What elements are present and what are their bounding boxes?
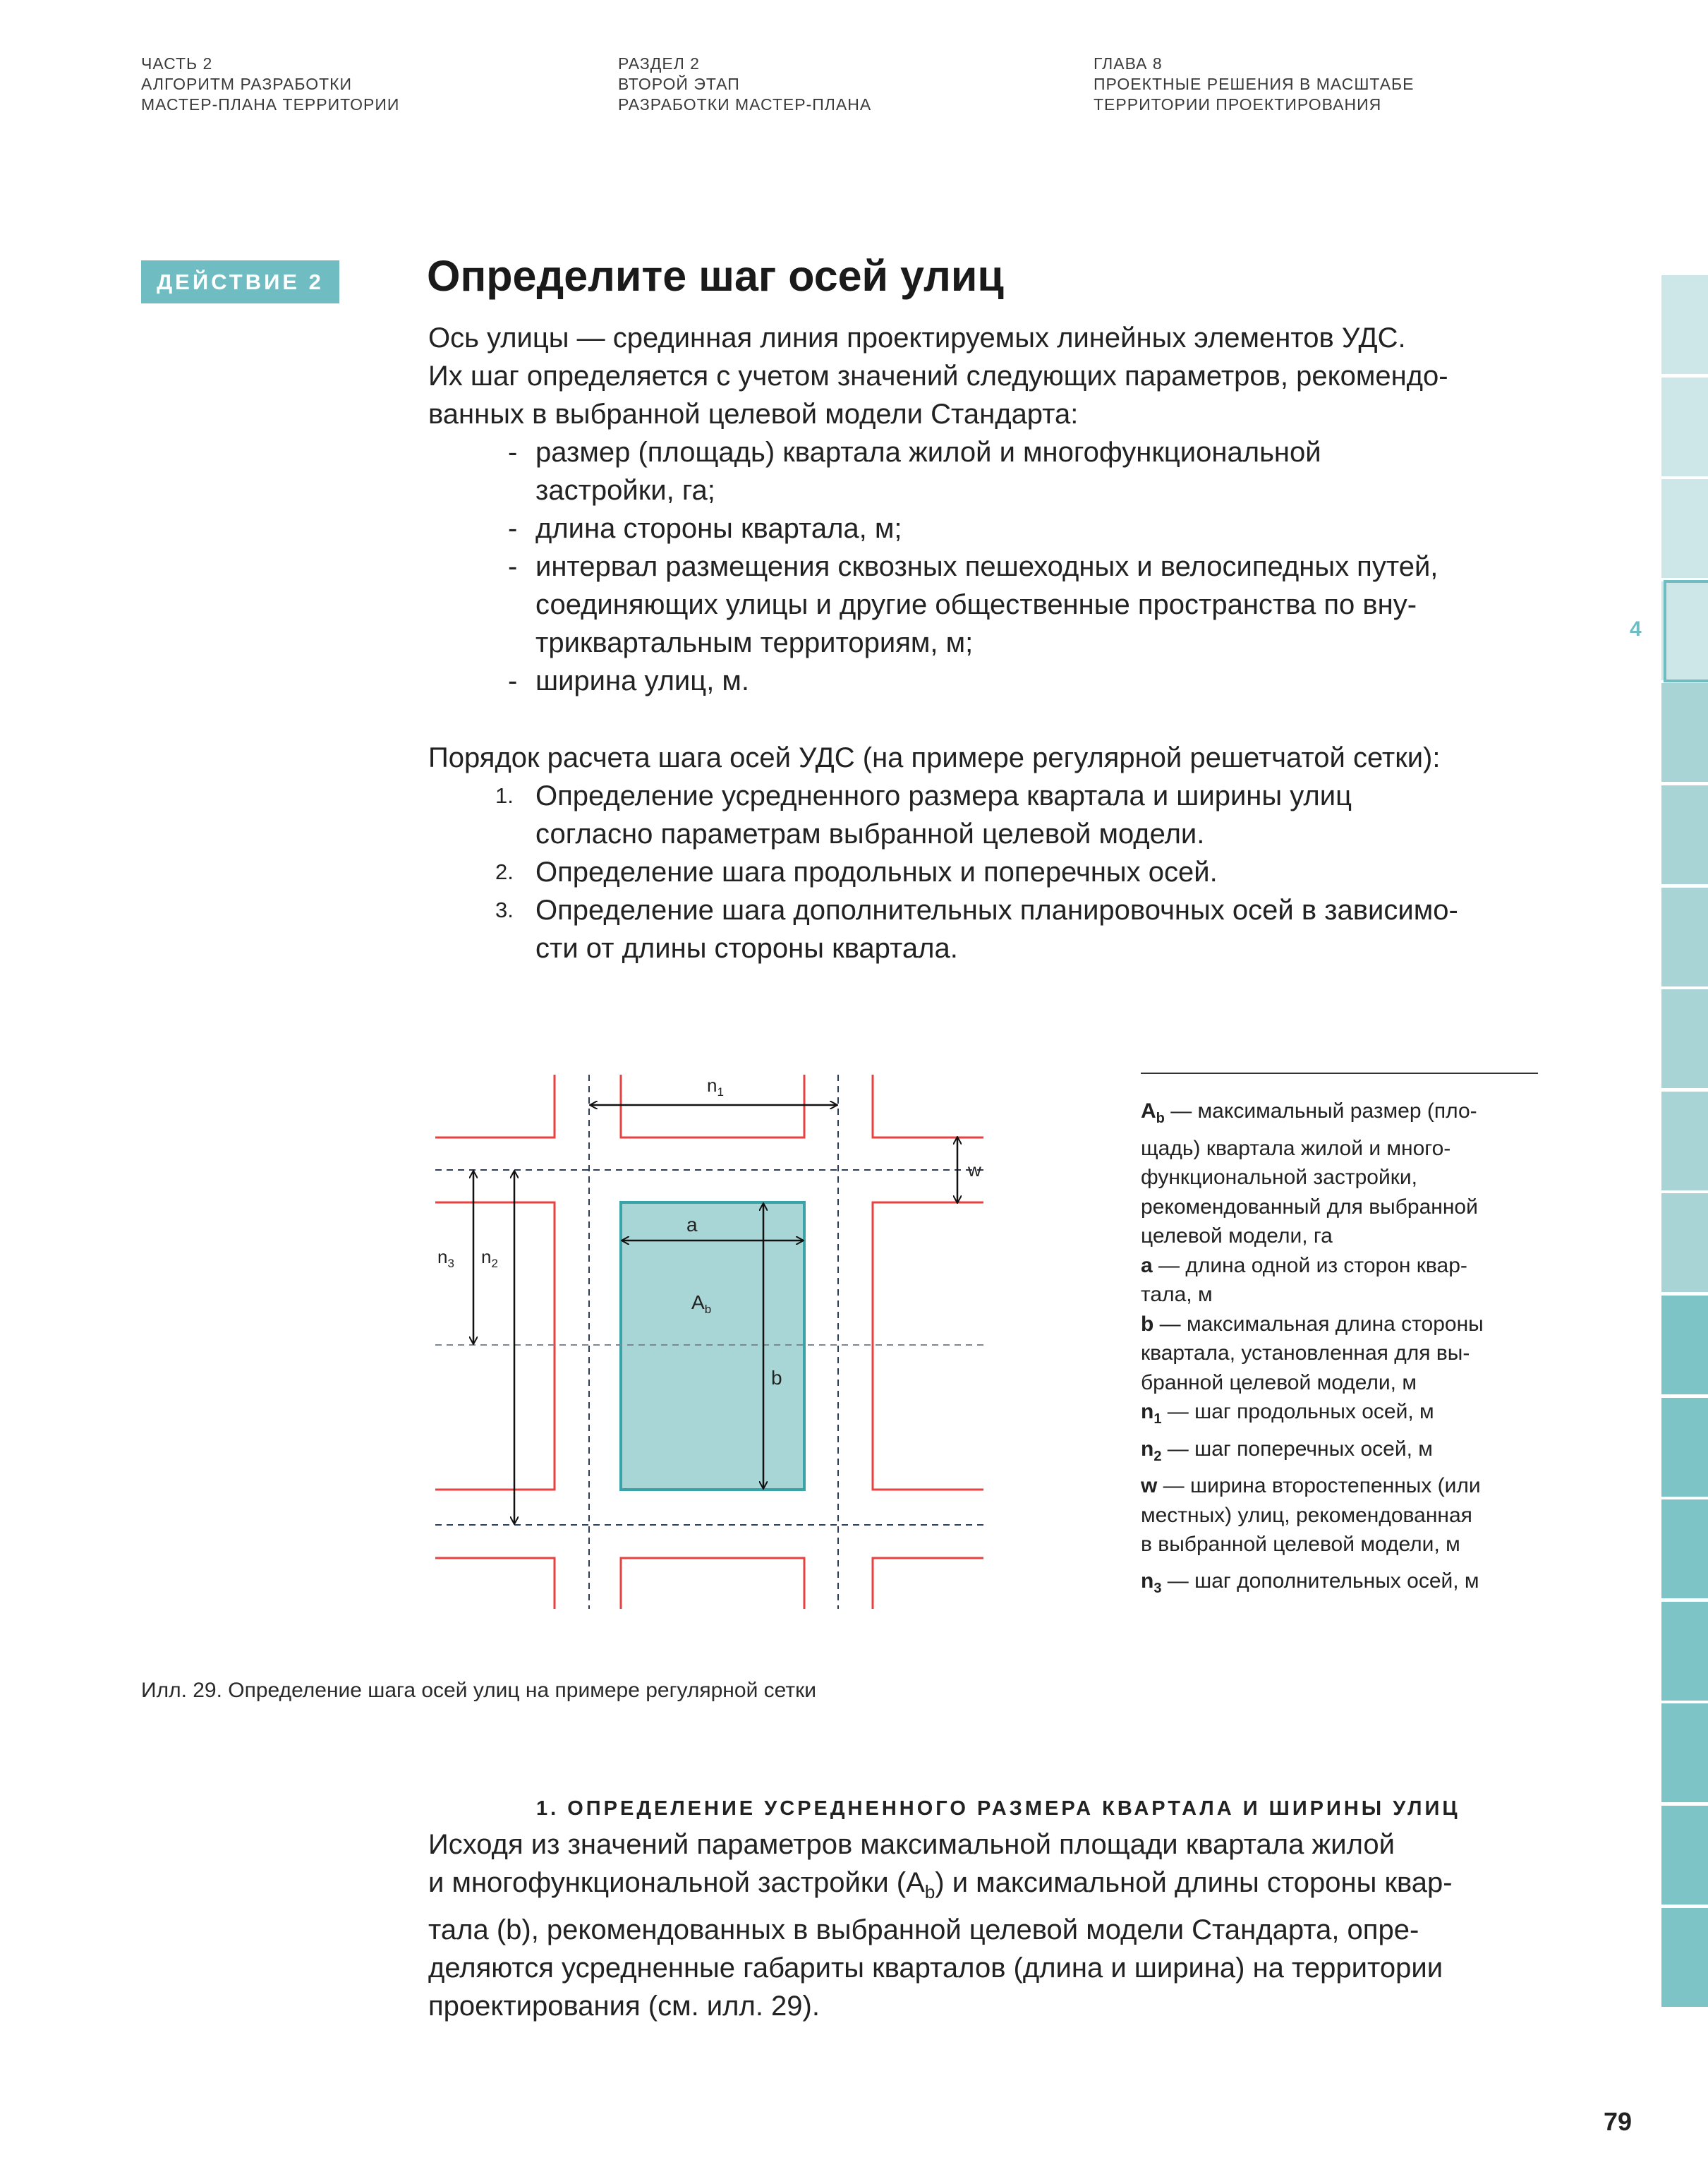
block-edge bbox=[873, 1075, 983, 1137]
page-number: 79 bbox=[1604, 2107, 1633, 2136]
bullet-item-cont: застройки, га; bbox=[535, 475, 715, 506]
legend-line: квартала, установленная для вы- bbox=[1141, 1341, 1470, 1365]
chapter-tab[interactable] bbox=[1661, 888, 1708, 986]
legend-line: w — ширина второстепенных (или bbox=[1141, 1474, 1481, 1497]
block-edge bbox=[435, 1075, 555, 1137]
ordered-item: 2. Определение шага продольных и поперечных осей. bbox=[495, 857, 1218, 888]
bullet-item: - интервал размещения сквозных пешеходных и велосипедных путей, bbox=[508, 551, 1439, 582]
text-line: тала (b), рекомендованных в выбранной целевой модели Стандарта, опре- bbox=[428, 1914, 1419, 1945]
active-chapter-tab[interactable] bbox=[1664, 580, 1708, 682]
w-label: w bbox=[968, 1159, 981, 1181]
chapter-tab[interactable] bbox=[1661, 1908, 1708, 2007]
ordered-item: 1. Определение усредненного размера квартала и ширины улиц bbox=[495, 780, 1352, 811]
legend-rule bbox=[1141, 1073, 1538, 1074]
chapter-tab[interactable] bbox=[1661, 785, 1708, 884]
legend-line: целевой модели, га bbox=[1141, 1224, 1333, 1248]
text-line: Исходя из значений параметров максимальной площади квартала жилой bbox=[428, 1829, 1395, 1860]
legend-line: тала, м bbox=[1141, 1283, 1213, 1306]
legend-line: $n_3$ — шаг дополнительных осей, м bbox=[1141, 1569, 1479, 1596]
legend-line: a — длина одной из сторон квар- bbox=[1141, 1253, 1467, 1277]
legend-line: $A_b$ — максимальный размер (пло- bbox=[1141, 1099, 1477, 1126]
n3-label: $n_3$ bbox=[437, 1246, 454, 1270]
text-line: Их шаг определяется с учетом значений следующих параметров, рекомендо- bbox=[428, 361, 1448, 392]
text-line: и многофункциональной застройки $(A_b)$ и максимальной длины стороны квар- bbox=[428, 1867, 1453, 1902]
bullet-item: - длина стороны квартала, м; bbox=[508, 513, 902, 544]
ordered-item: 3. Определение шага дополнительных планировочных осей в зависимо- bbox=[495, 895, 1458, 926]
chapter-tab[interactable] bbox=[1661, 1703, 1708, 1802]
chapter-tab[interactable] bbox=[1661, 275, 1708, 374]
block-area bbox=[621, 1202, 804, 1490]
order-lead: Порядок расчета шага осей УДС (на примере регулярной решетчатой сетки): bbox=[428, 742, 1441, 773]
legend-line: функциональной застройки, bbox=[1141, 1166, 1417, 1189]
Ab-label: $A_b$ bbox=[691, 1291, 712, 1316]
legend-line: рекомендованный для выбранной bbox=[1141, 1195, 1478, 1219]
legend-line: в выбранной целевой модели, м bbox=[1141, 1533, 1460, 1556]
legend-line: $n_2$ — шаг поперечных осей, м bbox=[1141, 1437, 1433, 1464]
header-line: МАСТЕР-ПЛАНА ТЕРРИТОРИИ bbox=[141, 95, 400, 114]
a-label: a bbox=[686, 1214, 698, 1236]
bullet-item-cont: триквартальным территориям, м; bbox=[535, 627, 974, 658]
chapter-tab[interactable] bbox=[1661, 1398, 1708, 1497]
block-edge bbox=[621, 1558, 804, 1609]
chapter-tab[interactable] bbox=[1661, 1296, 1708, 1394]
text-line: деляются усредненные габариты кварталов (длина и ширина) на территории bbox=[428, 1952, 1443, 1984]
chapter-tab[interactable] bbox=[1661, 1602, 1708, 1701]
block-edge bbox=[873, 1202, 983, 1490]
text-line: Ось улицы — срединная линия проектируемых линейных элементов УДС. bbox=[428, 322, 1406, 354]
page-title: Определите шаг осей улиц bbox=[427, 252, 1004, 300]
block-edge bbox=[873, 1558, 983, 1609]
diagram-legend bbox=[1141, 1097, 1484, 1603]
chapter-tab[interactable] bbox=[1661, 1806, 1708, 1905]
header-line: ЧАСТЬ 2 bbox=[141, 54, 213, 73]
legend-line: щадь) квартала жилой и много- bbox=[1141, 1136, 1451, 1160]
legend-line: местных) улиц, рекомендованная bbox=[1141, 1503, 1472, 1527]
header-line: ВТОРОЙ ЭТАП bbox=[618, 75, 740, 93]
chapter-tab[interactable] bbox=[1661, 479, 1708, 578]
n2-label: $n_2$ bbox=[481, 1246, 498, 1270]
bullet-item: - ширина улиц, м. bbox=[508, 665, 750, 696]
chapter-tab[interactable] bbox=[1661, 683, 1708, 782]
bullet-item-cont: соединяющих улицы и другие общественные пространства по вну- bbox=[535, 589, 1417, 620]
header-line: ТЕРРИТОРИИ ПРОЕКТИРОВАНИЯ bbox=[1094, 95, 1382, 114]
block-edge bbox=[435, 1202, 555, 1490]
header-line: ГЛАВА 8 bbox=[1094, 54, 1163, 73]
action-tag: ДЕЙСТВИЕ 2 bbox=[141, 260, 339, 303]
figure-caption: Илл. 29. Определение шага осей улиц на примере регулярной сетки bbox=[141, 1679, 816, 1702]
block-edge bbox=[435, 1558, 555, 1609]
section-paragraph bbox=[428, 1825, 1453, 2025]
ordered-item-cont: сти от длины стороны квартала. bbox=[535, 933, 958, 964]
ordered-item-cont: согласно параметрам выбранной целевой модели. bbox=[535, 819, 1205, 850]
header-line: АЛГОРИТМ РАЗРАБОТКИ bbox=[141, 75, 353, 93]
chapter-tab[interactable] bbox=[1661, 1499, 1708, 1598]
text-line: проектирования (см. илл. 29). bbox=[428, 1991, 820, 2022]
header-line: ПРОЕКТНЫЕ РЕШЕНИЯ В МАСШТАБЕ bbox=[1094, 75, 1415, 93]
header-line: РАЗДЕЛ 2 bbox=[618, 54, 700, 73]
chapter-tab[interactable] bbox=[1661, 989, 1708, 1088]
header-line: РАЗРАБОТКИ МАСТЕР-ПЛАНА bbox=[618, 95, 872, 114]
chapter-tab[interactable] bbox=[1661, 1193, 1708, 1292]
b-label: b bbox=[771, 1367, 782, 1389]
active-chapter-label: 4 bbox=[1630, 617, 1642, 641]
legend-line: $n_1$ — шаг продольных осей, м bbox=[1141, 1400, 1434, 1427]
chapter-tab[interactable] bbox=[1661, 1092, 1708, 1190]
legend-line: бранной целевой модели, м bbox=[1141, 1370, 1417, 1394]
bullet-item: - размер (площадь) квартала жилой и многофункциональной bbox=[508, 437, 1321, 468]
text-line: ванных в выбранной целевой модели Стандарта: bbox=[428, 399, 1079, 430]
section-heading: 1. ОПРЕДЕЛЕНИЕ УСРЕДНЕННОГО РАЗМЕРА КВАРТАЛА И ШИРИНЫ УЛИЦ bbox=[536, 1797, 1460, 1820]
legend-line: b — максимальная длина стороны bbox=[1141, 1312, 1484, 1336]
n1-label: $n_1$ bbox=[707, 1075, 724, 1099]
chapter-tab[interactable] bbox=[1661, 378, 1708, 476]
